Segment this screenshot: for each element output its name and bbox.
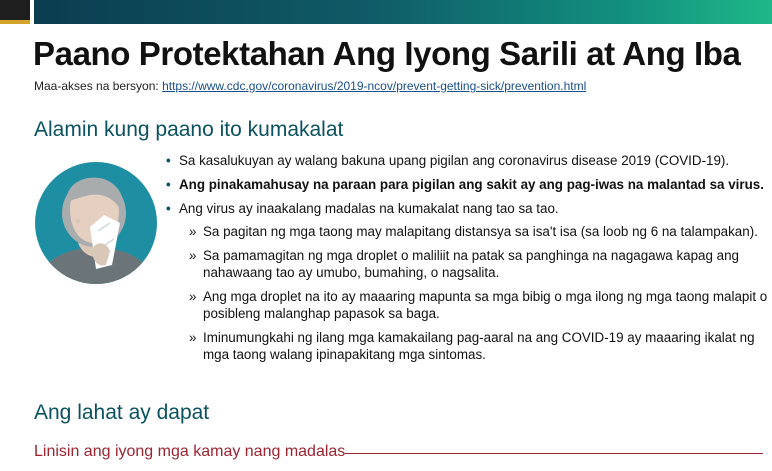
accessible-version-line bbox=[34, 79, 586, 93]
sub-bullet-marker: » bbox=[189, 248, 197, 263]
page-title: Paano Protektahan Ang Iyong Sarili at Ang Iba bbox=[33, 35, 741, 72]
sub-list-item bbox=[179, 247, 768, 281]
sub-list-item-text: Sa pamamagitan ng mga droplet o maliliit na patak sa panghinga na nagagawa kapag ang nahawaang tao ay umubo, bumahing, o nagsalita. bbox=[203, 248, 739, 280]
list-item-emphasis: • Ang pinakamahusay na paraan para pigilan ang sakit ay ang pag-iwas na malantad sa virus. bbox=[166, 176, 768, 193]
sub-bullet-marker: » bbox=[189, 224, 197, 239]
list-item bbox=[166, 200, 768, 363]
sub-list-item bbox=[179, 329, 768, 363]
list-item: • Sa kasalukuyan ay walang bakuna upang pigilan ang coronavirus disease 2019 (COVID-19). bbox=[166, 152, 768, 169]
section-heading-spread: Alamin kung paano ito kumakalat bbox=[34, 118, 344, 141]
subheading-divider-line bbox=[345, 453, 763, 454]
sub-list-item-text: Iminumungkahi ng ilang mga kamakailang pag-aaral na ang COVID-19 ay maaaring ikalat ng mga taong walang ipinapakitang mga sintomas. bbox=[203, 330, 755, 362]
sub-bullet-marker: » bbox=[189, 289, 197, 304]
sub-bullet-marker: » bbox=[189, 330, 197, 345]
sub-list-item bbox=[179, 288, 768, 322]
header-gradient-bar bbox=[34, 0, 772, 24]
header-gold-accent bbox=[0, 20, 30, 24]
spread-bullet-list bbox=[166, 152, 768, 370]
accessible-version-label: Maa-akses na bersyon: bbox=[34, 79, 159, 93]
section-heading-everyone: Ang lahat ay dapat bbox=[34, 401, 210, 424]
list-item-text: Ang virus ay inaakalang madalas na kumakalat nang tao sa tao. bbox=[179, 201, 559, 216]
sub-list-item-text: Sa pagitan ng mga taong may malapitang distansya sa isa't isa (sa loob ng 6 na talampakan). bbox=[203, 224, 758, 239]
accessible-version-link[interactable]: https://www.cdc.gov/coronavirus/2019-ncov/prevent-getting-sick/prevention.html bbox=[162, 79, 587, 93]
transmission-sub-list bbox=[179, 223, 768, 363]
person-sneezing-into-tissue-icon bbox=[34, 161, 158, 285]
sub-list-item bbox=[179, 223, 768, 240]
sub-list-item-text: Ang mga droplet na ito ay maaaring mapunta sa mga bibig o mga ilong ng mga taong malapit o posibleng malanghap papasok sa baga. bbox=[203, 289, 768, 321]
subheading-wash-hands: Linisin ang iyong mga kamay nang madalas bbox=[34, 443, 346, 460]
